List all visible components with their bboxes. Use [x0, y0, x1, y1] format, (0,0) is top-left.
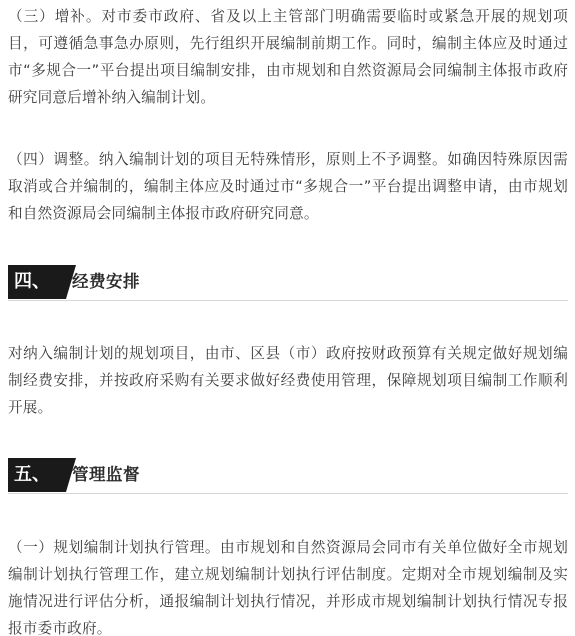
- section-title: 管理监督: [72, 465, 140, 484]
- paragraph-supplement: （三）增补。对市委市政府、省及以上主管部门明确需要临时或紧急开展的规划项目，可遵循急事急办原则，先行组织开展编制前期工作。同时，编制主体应及时通过市“多规合一”平台提出项目编制安排，由市规划和自然资源局会同编制主体报市政府研究同意后增补纳入编制计划。: [8, 8, 568, 106]
- section-heading-supervision: [0, 456, 575, 494]
- heading-divider: [8, 300, 568, 301]
- paragraph-adjustment: （四）调整。纳入编制计划的项目无特殊情形，原则上不予调整。如确因特殊原因需取消或合并编制的，编制主体应及时通过市“多规合一”平台提出调整申请，由市规划和自然资源局会同编制主体报市政府研究同意。: [8, 151, 568, 222]
- paragraph-execution: （一）规划编制计划执行管理。由市规划和自然资源局会同市有关单位做好全市规划编制计划执行管理工作，建立规划编制计划执行评估制度。定期对全市规划编制及实施情况进行评估分析，通报编制计划执行情况，并形成市规划编制计划执行情况专报报市委市政府。: [8, 539, 568, 636]
- heading-divider: [8, 493, 568, 494]
- section-number-badge: 四、: [8, 265, 66, 299]
- section-title: 经费安排: [72, 272, 140, 291]
- paragraph-funding: 对纳入编制计划的规划项目，由市、区县（市）政府按财政预算有关规定做好规划编制经费安排，并按政府采购有关要求做好经费使用管理，保障规划项目编制工作顺利开展。: [8, 345, 568, 416]
- section-number-badge: 五、: [8, 458, 66, 492]
- section-heading-funding: [0, 263, 575, 301]
